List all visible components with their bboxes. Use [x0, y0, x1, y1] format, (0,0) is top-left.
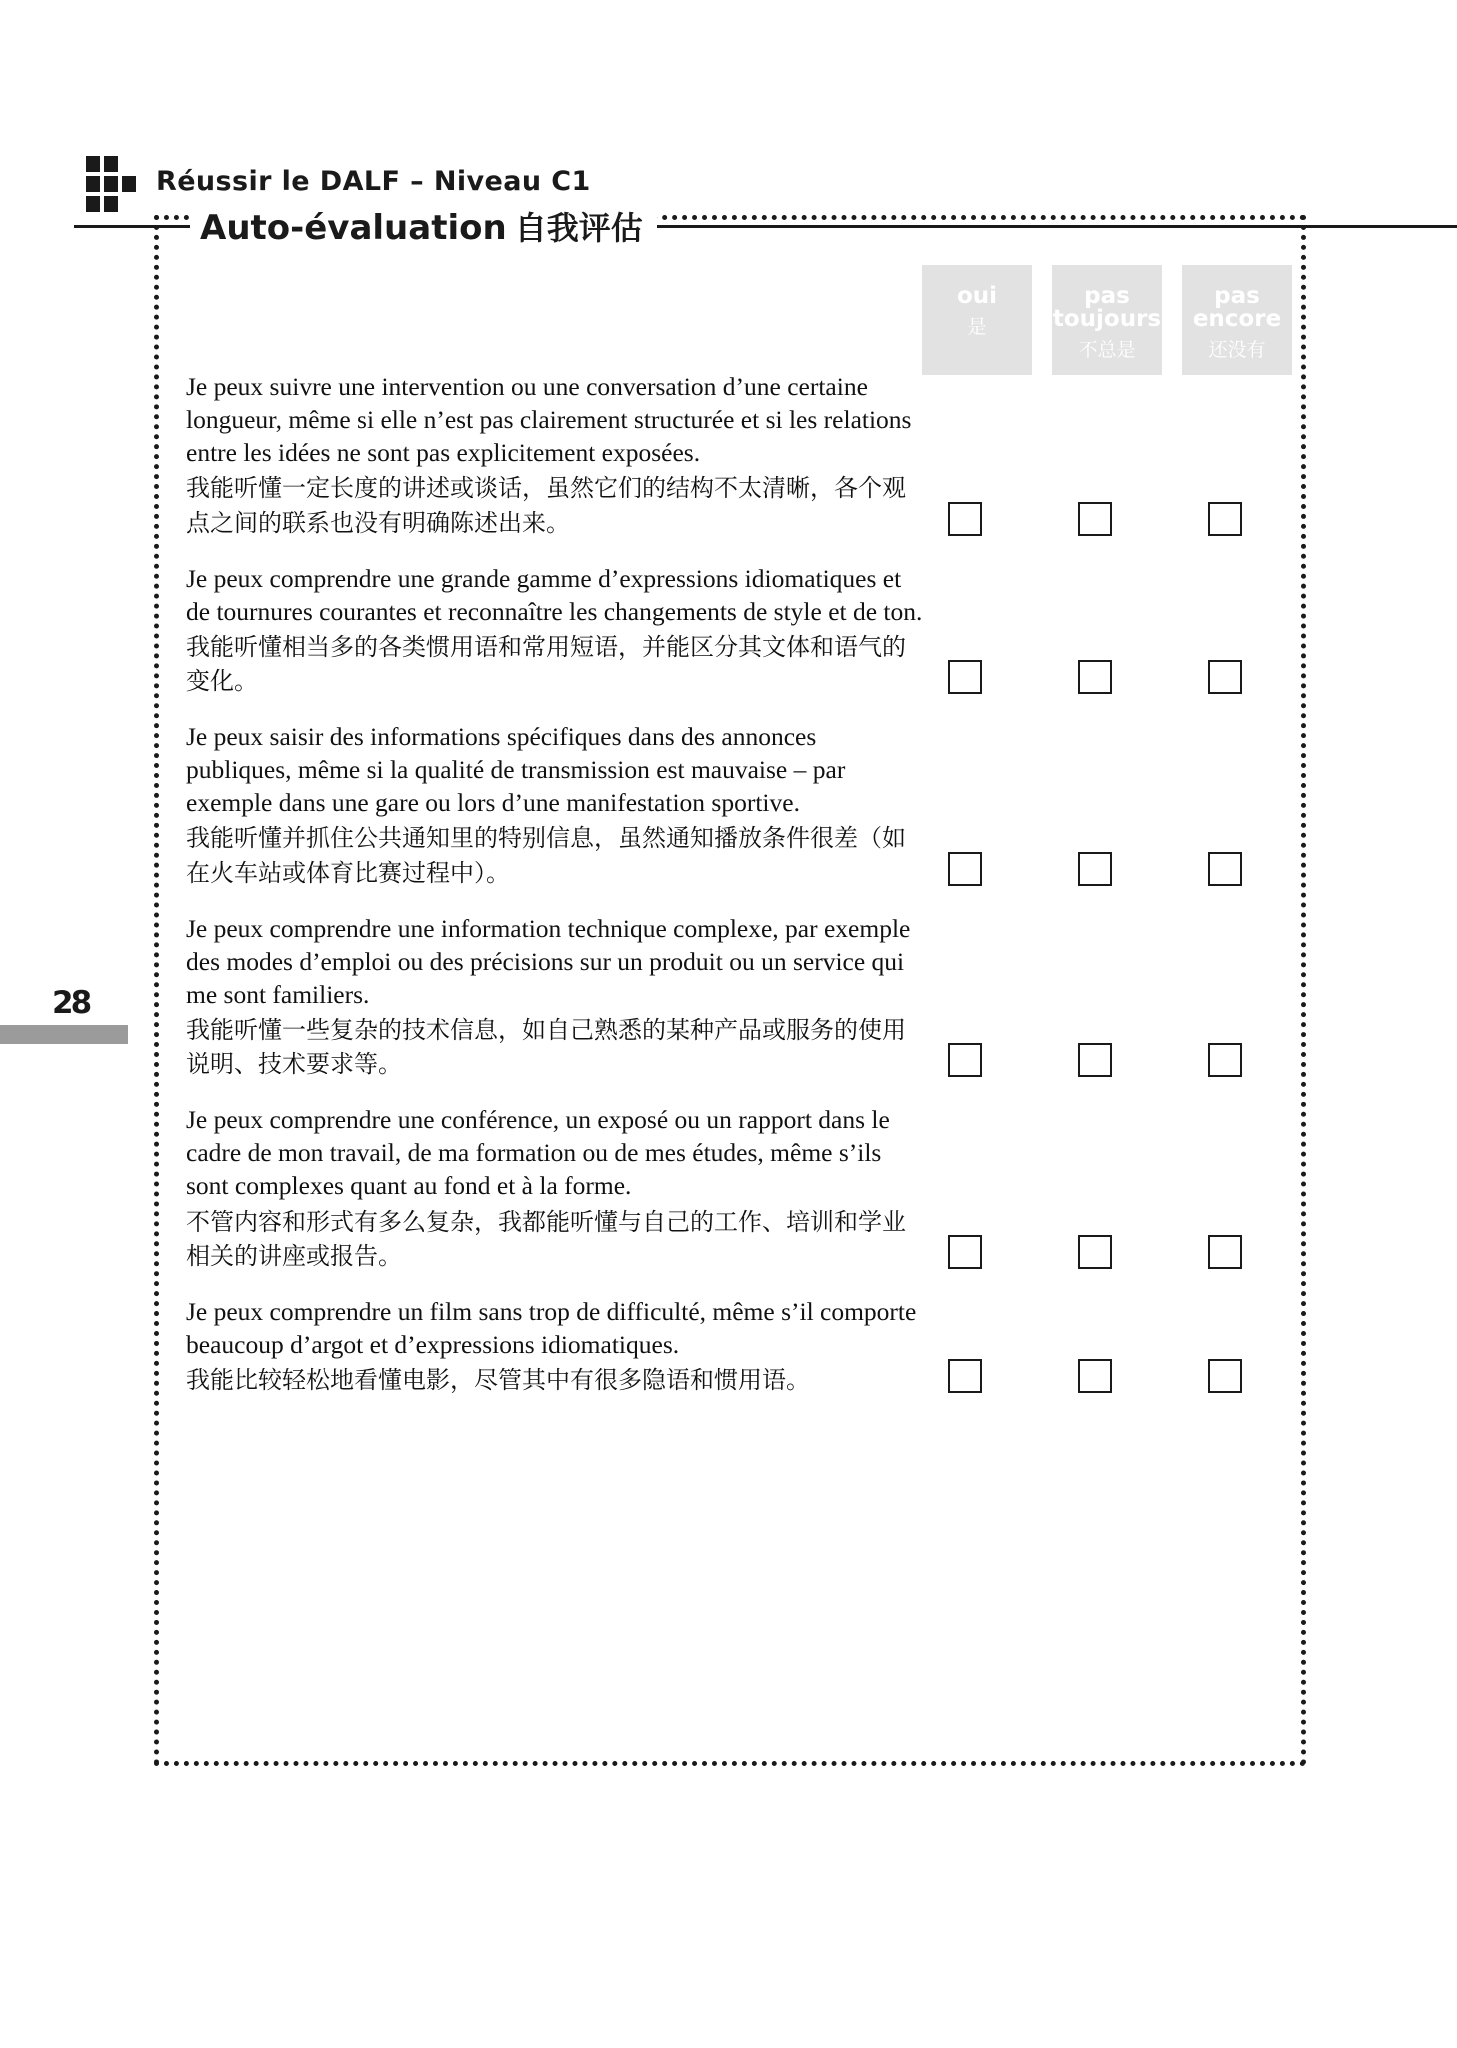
assessment-item-cn: 我能听懂并抓住公共通知里的特别信息，虽然通知播放条件很差（如在火车站或体育比赛过程中）。 — [186, 824, 906, 887]
section-title-fr: Auto-évaluation — [200, 208, 507, 248]
assessment-item-text — [186, 912, 926, 1082]
column-header-pas-toujours-cn: 不总是 — [1078, 339, 1136, 361]
checkbox-oui[interactable] — [948, 1235, 982, 1269]
section-title — [190, 203, 657, 249]
assessment-item-text — [186, 370, 926, 540]
assessment-item-text — [186, 720, 926, 890]
checkbox-group — [910, 500, 1286, 536]
page-number-tab — [0, 985, 128, 1045]
checkbox-oui[interactable] — [948, 660, 982, 694]
column-header-pas-toujours-fr: pas toujours — [1052, 283, 1162, 332]
column-headers — [922, 265, 1298, 375]
column-header-oui-fr: oui — [956, 283, 998, 309]
assessment-item-fr: Je peux comprendre un film sans trop de difficulté, même s’il comporte beaucoup d’argot et d’expressions idiomatiques. — [186, 1296, 917, 1359]
assessment-item-cn: 我能听懂相当多的各类惯用语和常用短语，并能区分其文体和语气的变化。 — [186, 632, 906, 695]
grid-logo-icon — [86, 156, 136, 212]
checkbox-pas-toujours[interactable] — [1078, 502, 1112, 536]
checkbox-pas-encore[interactable] — [1208, 1043, 1242, 1077]
assessment-item-list — [186, 370, 1286, 1419]
checkbox-pas-toujours[interactable] — [1078, 1043, 1112, 1077]
checkbox-pas-toujours[interactable] — [1078, 852, 1112, 886]
column-header-pas-encore-cn: 还没有 — [1208, 339, 1266, 361]
checkbox-pas-toujours[interactable] — [1078, 660, 1112, 694]
assessment-item-cn: 不管内容和形式有多么复杂，我都能听懂与自己的工作、培训和学业相关的讲座或报告。 — [186, 1207, 906, 1270]
assessment-item — [186, 370, 1286, 540]
section-title-cn: 自我评估 — [514, 209, 643, 247]
checkbox-pas-encore[interactable] — [1208, 1235, 1242, 1269]
checkbox-group — [910, 1233, 1286, 1269]
assessment-item-fr: Je peux comprendre une information technique complexe, par exemple des modes d’emploi ou des précisions sur un produit ou un service qui me sont familiers. — [186, 913, 911, 1009]
checkbox-group — [910, 850, 1286, 886]
column-header-oui — [922, 265, 1032, 375]
checkbox-pas-encore[interactable] — [1208, 660, 1242, 694]
page-number: 28 — [52, 985, 90, 1021]
assessment-item-text — [186, 1295, 926, 1397]
checkbox-pas-encore[interactable] — [1208, 852, 1242, 886]
book-title: Réussir le DALF – Niveau C1 — [156, 166, 591, 197]
checkbox-group — [910, 1041, 1286, 1077]
assessment-item — [186, 1103, 1286, 1273]
assessment-item-cn: 我能听懂一定长度的讲述或谈话，虽然它们的结构不太清晰，各个观点之间的联系也没有明确陈述出来。 — [186, 474, 906, 537]
checkbox-group — [910, 1357, 1286, 1393]
column-header-pas-toujours — [1052, 265, 1162, 375]
assessment-item-fr: Je peux suivre une intervention ou une conversation d’une certaine longueur, même si elle n’est pas clairement structurée et si les relations entre les idées ne sont pas explicitement exposées. — [186, 372, 912, 468]
checkbox-pas-toujours[interactable] — [1078, 1235, 1112, 1269]
checkbox-oui[interactable] — [948, 852, 982, 886]
assessment-item — [186, 562, 1286, 698]
page-number-bar — [0, 1025, 128, 1044]
column-header-oui-cn: 是 — [967, 316, 987, 338]
checkbox-group — [910, 658, 1286, 694]
checkbox-pas-toujours[interactable] — [1078, 1359, 1112, 1393]
assessment-item — [186, 912, 1286, 1082]
assessment-item — [186, 720, 1286, 890]
column-header-pas-encore-fr: pas encore — [1192, 283, 1282, 332]
assessment-item-fr: Je peux comprendre une grande gamme d’expressions idiomatiques et de tournures courantes et reconnaître les changements de style et de ton. — [186, 563, 923, 626]
assessment-item-cn: 我能听懂一些复杂的技术信息，如自己熟悉的某种产品或服务的使用说明、技术要求等。 — [186, 1016, 906, 1079]
checkbox-pas-encore[interactable] — [1208, 502, 1242, 536]
assessment-item-cn: 我能比较轻松地看懂电影，尽管其中有很多隐语和惯用语。 — [186, 1366, 810, 1395]
checkbox-oui[interactable] — [948, 1359, 982, 1393]
checkbox-oui[interactable] — [948, 502, 982, 536]
assessment-item — [186, 1295, 1286, 1397]
assessment-item-text — [186, 1103, 926, 1273]
page-header — [0, 70, 1457, 197]
checkbox-pas-encore[interactable] — [1208, 1359, 1242, 1393]
column-header-pas-encore — [1182, 265, 1292, 375]
assessment-item-fr: Je peux comprendre une conférence, un exposé ou un rapport dans le cadre de mon travail, de ma formation ou de mes études, même s’ils sont complexes quant au fond et à la forme. — [186, 1105, 890, 1201]
assessment-item-fr: Je peux saisir des informations spécifiques dans des annonces publiques, même si la qualité de transmission est mauvaise – par exemple dans une gare ou lors d’une manifestation sportive. — [186, 722, 846, 818]
assessment-item-text — [186, 562, 926, 698]
checkbox-oui[interactable] — [948, 1043, 982, 1077]
